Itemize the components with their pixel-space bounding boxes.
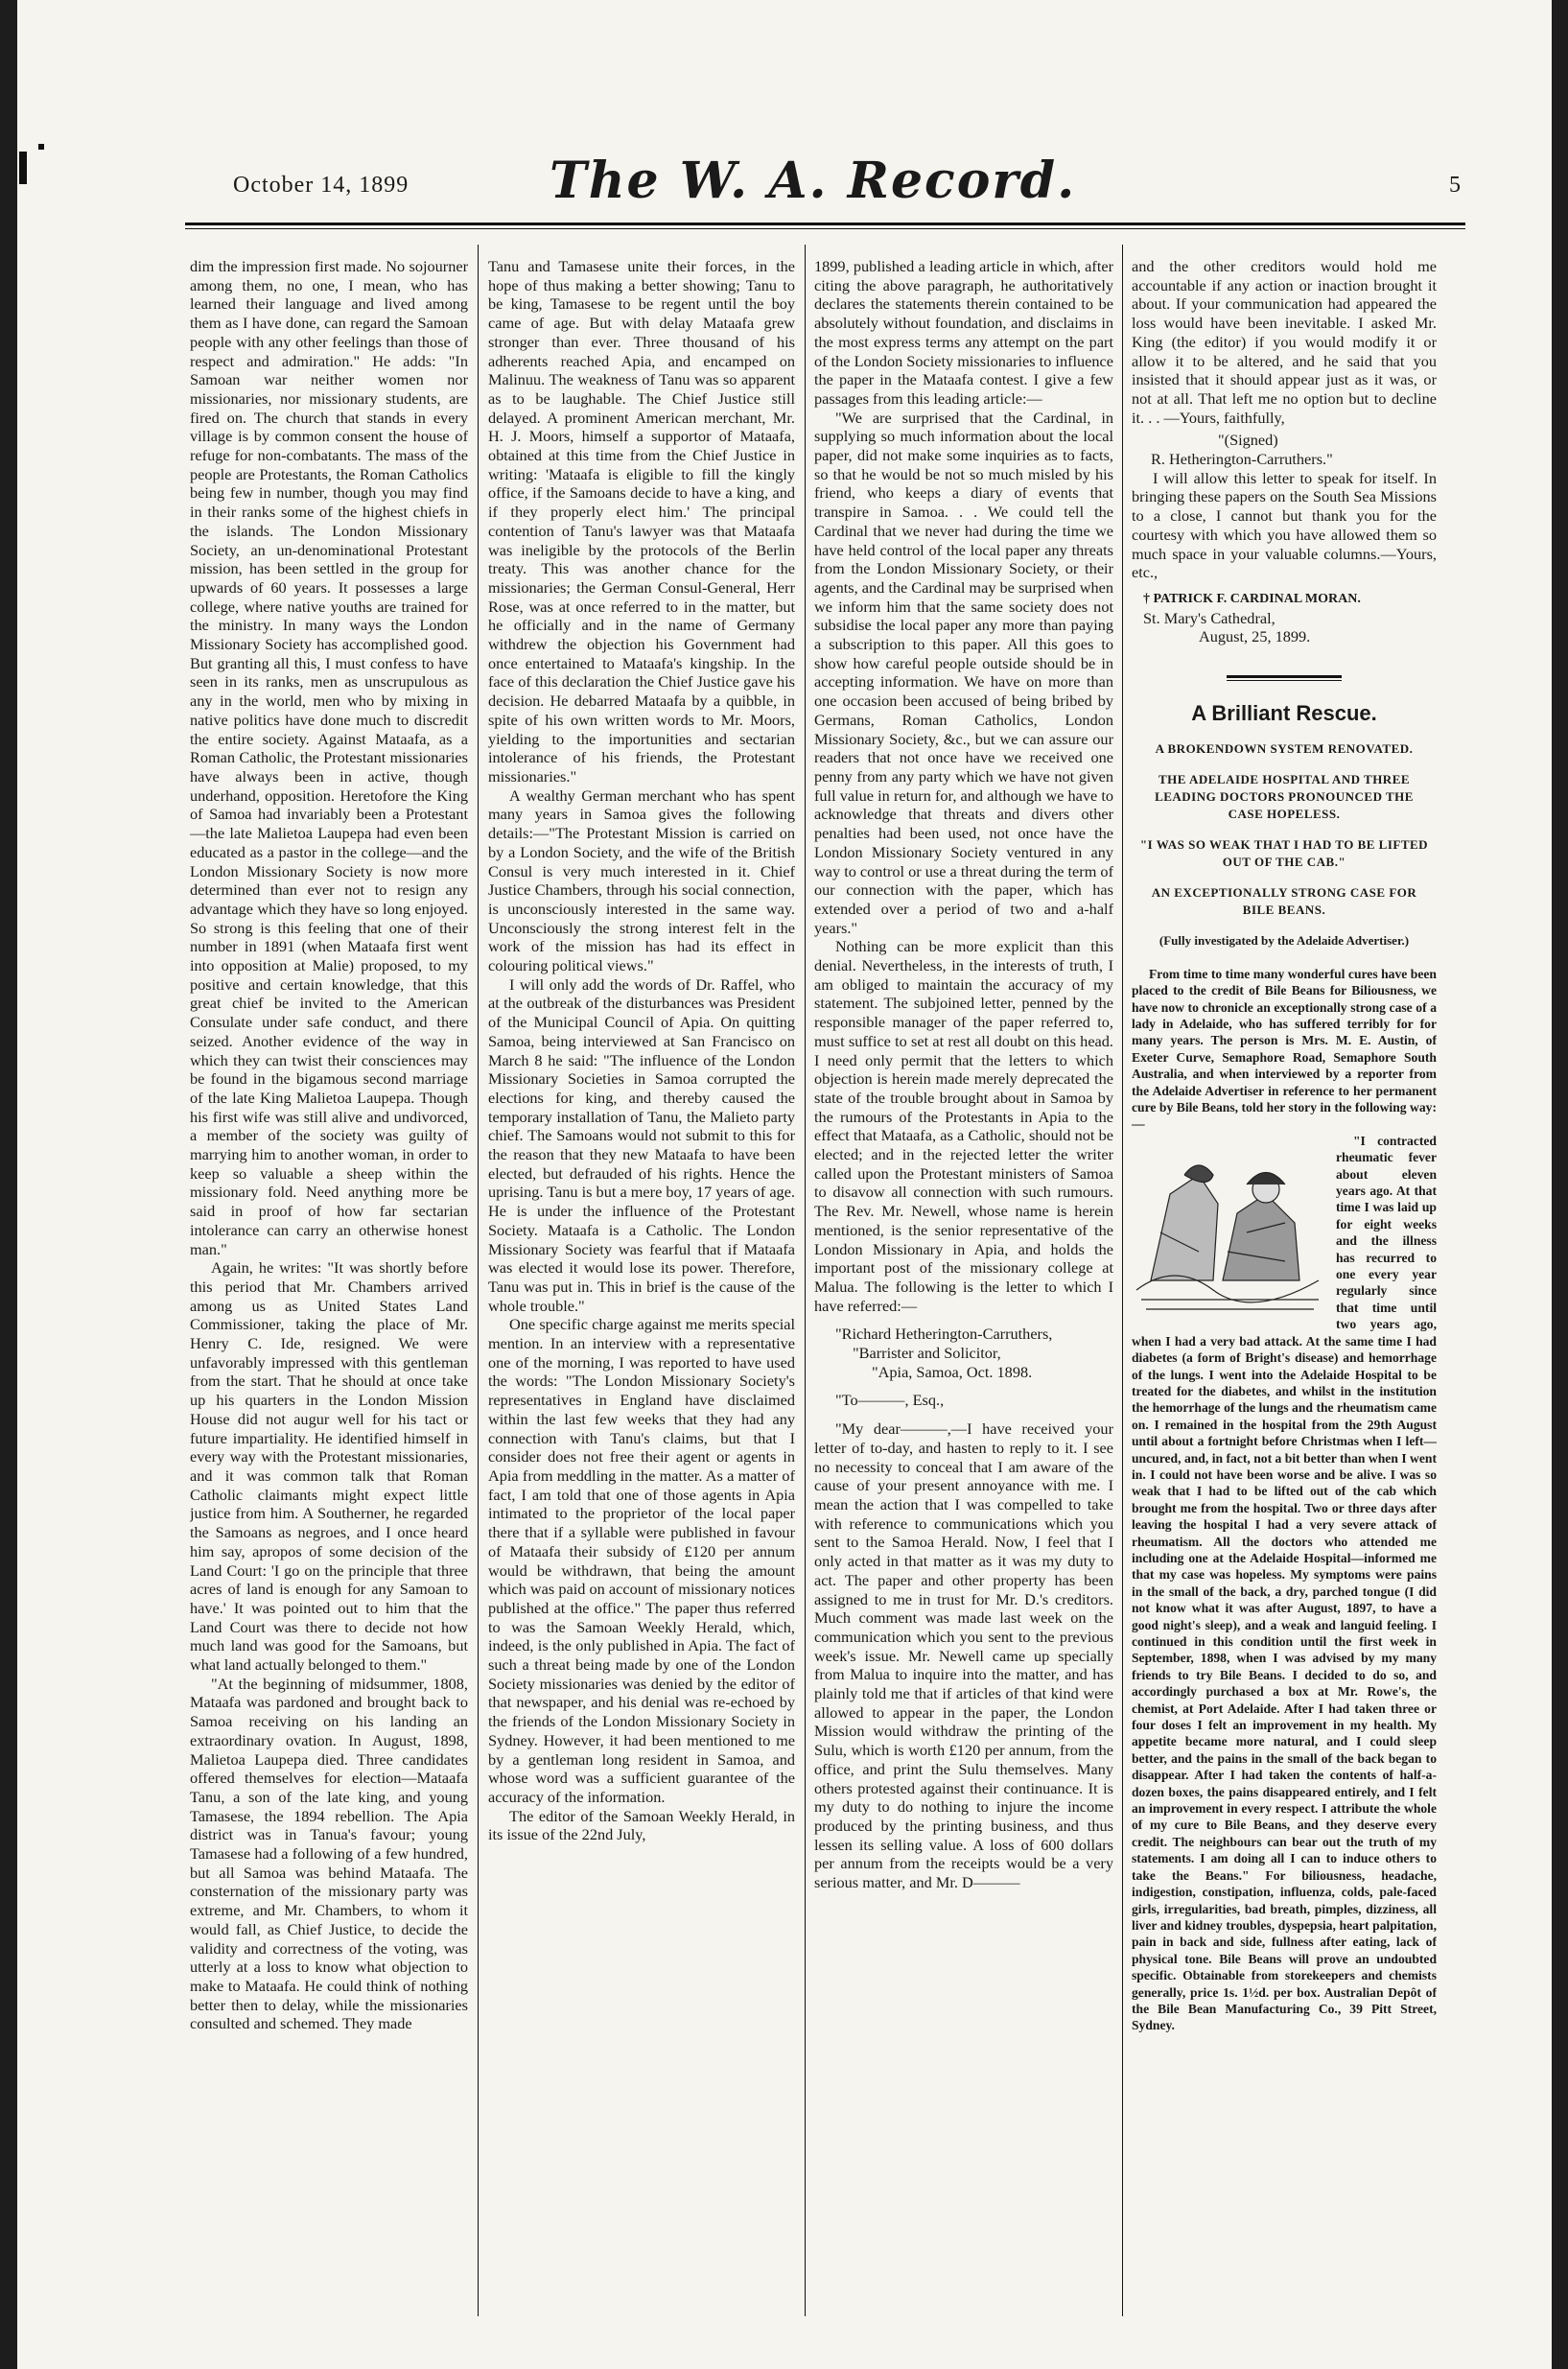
column-3 bbox=[814, 257, 1113, 2319]
letter-sender-title: "Barrister and Solicitor, bbox=[853, 1344, 1001, 1363]
page-number: 5 bbox=[1449, 173, 1461, 198]
ad-headline: A BROKENDOWN SYSTEM RENOVATED. bbox=[1155, 740, 1414, 756]
closing-paragraph: I will allow this letter to speak for itself. In bringing these papers on the South Sea Missions to a close, I cannot but thank you for the courtesy with which you have allowed them so much space in your valuable columns.—Yours, etc., bbox=[1132, 468, 1437, 582]
column-rule bbox=[805, 245, 806, 2316]
cardinal-signature: † PATRICK F. CARDINAL MORAN. bbox=[1143, 591, 1361, 606]
letter-salutation: "To———, Esq., bbox=[835, 1391, 945, 1410]
ad-title: A Brilliant Rescue. bbox=[1191, 701, 1377, 726]
letter-signer: R. Hetherington-Carruthers." bbox=[1151, 450, 1333, 469]
letter-body: "My dear———,—I have received your letter of to-day, and hasten to reply to it. I see no necessity to conceal that I am aware of the cause of your present annoyance with me. I mean the action that I was compelled to take with reference to communications which you sent to the Samoa Herald. Now, I feel that I only acted in that matter as it was my duty to act. The paper and other property has been assigned to me in trust for Mr. D.'s creditors. Much comment was made last week on the communication which you sent to the previous week's issue. Mr. Newell came up specially from Malua to inquire into the matter, and has plainly told me that if articles of that kind were allowed to appear in the paper, the London Mission would withdraw the printing of the Sulu, which is worth £120 per annum, from the office, and print the Sulu themselves. Many others protested against their continuance. It is my duty to do nothing to injure the income produced by the printing business, and thus lessen its selling value. A loss of 600 dollars per annum from the receipts would be a very serious matter, and Mr. D——— bbox=[814, 1419, 1113, 1892]
ad-body bbox=[1132, 966, 1437, 2034]
signed-note: "(Signed) bbox=[1218, 431, 1278, 450]
ad-headline: THE ADELAIDE HOSPITAL AND THREE LEADING DOCTORS PRONOUNCED THE CASE HOPELESS. bbox=[1155, 771, 1414, 821]
paper-title: The W. A. Record. bbox=[550, 152, 1077, 210]
paragraph: A wealthy German merchant who has spent many years in Samoa gives the following details:—"The Protestant Mission is carried on by a London Society, and the wife of the British Consul is very much interested in it. Chief Justice Chambers, through his social connection, is unconsciously interested in the same way. Unconsciously the strong interest felt in the work of the mission has had its effect in colouring political views." bbox=[488, 786, 795, 975]
column-2 bbox=[488, 257, 795, 2319]
paragraph: Nothing can be more explicit than this denial. Nevertheless, in the interests of truth, I am obliged to maintain the accuracy of my statement. The subjoined letter, penned by the responsible manager of the paper referred to, must suffice to set at rest all doubt on this head. I need only permit that the letters to which objection is herein made merely deprecated the state of the trouble brought about in Samoa by the rumours of the Protestants in Apia to the effect that Mataafa, as a Catholic, should not be elected; and in the rejected letter the writer called upon the Protestant ministers of Samoa to disavow all connection with such rumours. The Rev. Mr. Newell, whose name is herein mentioned, is the senior representative of the London Missionary in Apia, and holds the important post of the missionary college at Malua. The following is the letter to which I have referred:— bbox=[814, 937, 1113, 1315]
column-1 bbox=[190, 257, 468, 2319]
newspaper-page bbox=[17, 0, 1552, 2369]
testimonial: "I contracted rheumatic fever about eleven years ago. At that time I was laid up for eight weeks and the illness has recurred to one every year regularly since that time until two years ago, when I had a very bad attack. At the same time I had diabetes (a form of Bright's disease) and hemorrhage of the lungs. I went into the Adelaide Hospital to be treated for the diabetes, and whilst in the institution the hemorrhage of the lungs and the rheumatism came on. I remained in the hospital from the 29th August until about a fortnight before Christmas when I left—uncured, and, in fact, not a bit better than when I went in. I could not have been worse and be alive. I was so weak that I had to be lifted out of the cab which brought me from the hospital. Two or three days after leaving the hospital I had a very severe attack of rheumatism. All the doctors who attended me including one at the Adelaide Hospital—informed me that my case was hopeless. My symptoms were pains in the small of the back, a dry, parched tongue (I did not know what it was after August, 1897, to have a good night's sleep), and a weak and languid feeling. I continued in this condition until the first week in September, 1898, when I was advised by my many friends to try Bile Beans. I decided to do so, and accordingly purchased a box at Mr. Rowe's, the chemist, at Port Adelaide. After I had taken three or four doses I felt an improvement in my health. My appetite became more natural, and I could sleep better, and the pains in the small of the back began to disappear. After I had taken the contents of half-a-dozen boxes, the pains disappeared entirely, and I felt an improvement in every respect. I attribute the whole of my cure to Bile Beans, and they deserve every credit. The neighbours can bear out the truth of my statements. I am doing all I can to induce others to take the Beans." For biliousness, headache, indigestion, constipation, influenza, colds, pale-faced girls, irregularities, bad breath, pimples, dizziness, all liver and kidney troubles, dyspepsia, heart palpitation, pain in back and side, fullness after eating, lack of physical tone. Bile Beans will prove an undoubted specific. Obtainable from storekeepers and chemists generally, price 1s. 1½d. per box. Australian Depôt of the Bile Bean Manufacturing Co., 39 Pitt Street, Sydney. bbox=[1132, 1133, 1437, 2033]
ad-subtitle: (Fully investigated by the Adelaide Advertiser.) bbox=[1158, 932, 1410, 948]
signature-place: St. Mary's Cathedral, bbox=[1143, 608, 1275, 627]
paragraph: I will only add the words of Dr. Raffel, who at the outbreak of the disturbances was President of the Municipal Council of Apia. On quitting Samoa, being interviewed at San Francisco on March 8 he said: "The influence of the London Missionary Societies in Samoa corrupted the elections for king, and thereby caused the temporary installation of Tanu, the Malieto party chief. The Samoans would not submit to this for the reason that they new Mataafa to have been elected, but defrauded of his rights. Hence the uprising. Tanu is but a mere boy, 17 years of age. He is under the influence of the Protestant Society. Mataafa is a Catholic. The London Missionary Society was fearful that if Mataafa was elected it would lose its power. Therefore, Tanu was put in. This in brief is the cause of the whole trouble." bbox=[488, 974, 795, 1315]
paragraph: The editor of the Samoan Weekly Herald, in its issue of the 22nd July, bbox=[488, 1806, 795, 1844]
scan-edge-mark bbox=[19, 152, 27, 184]
signature-date: August, 25, 1899. bbox=[1199, 627, 1311, 646]
issue-date: October 14, 1899 bbox=[233, 173, 410, 198]
ad-intro: From time to time many wonderful cures have been placed to the credit of Bile Beans for Biliousness, we have now to chronicle an exceptionally strong case of a lady in Adelaide, who has suffered terribly for for many years. The person is Mrs. M. E. Austin, of Exeter Curve, Semaphore Road, Semaphore South Australia, and when interviewed by a reporter from the Adelaide Advertiser in reference to her permanent cure by Bile Beans, told her story in the following way:— bbox=[1132, 966, 1437, 1132]
letter-body-end: and the other creditors would hold me accountable if any action or inaction brought it about. If your communication had appeared the loss would have been inevitable. I asked Mr. King (the editor) if you would modify it or allow it to be altered, and he said that you insisted that it should appear just as it was, or not at all. That left me no option but to decline it. . . —Yours, faithfully, bbox=[1132, 257, 1437, 427]
paragraph: Tanu and Tamasese unite their forces, in the hope of thus making a better showing; Tanu to be king, Tamasese to be regent until the boy came of age. But with delay Mataafa grew stronger than ever. Three thousand of his adherents reached Apia, and encamped on Malinuu. The weakness of Tanu was so apparent as to be laughable. The Chief Justice still delayed. A prominent American merchant, Mr. H. J. Moors, himself a supportor of Mataafa, obtained at this time from the Chief Justice in writing: 'Mataafa is eligible to fill the kingly office, if the Samoans decide to have a king, and if they properly elect him.' The principal contention of Tanu's lawyer was that Mataafa was ineligible by the protocols of the Berlin treaty. This was another chance for the missionaries; the German Consul-General, Herr Rose, was at once referred to in the matter, but he officially and in the name of Germany withdrew the objection his Government had once entertained to Mataafa's kingship. In the face of this declaration the Chief Justice gave his decision. He debarred Mataafa by a quibble, in spite of his own written words to Mr. Moors, yielding to the importunities and sectarian intolerance of his friends, the Protestant missionaries." bbox=[488, 257, 795, 786]
paragraph: "At the beginning of midsummer, 1808, Mataafa was pardoned and brought back to Samoa receiving on his landing an extraordinary ovation. In August, 1898, Malietoa Laupepa died. Three candidates offered themselves for election—Mataafa Tanu, a son of the late king, and young Tamasese, the 1894 rebellion. The Apia district was in Tanua's favour; young Tamasese had a following of a few hundred, but all Samoa was behind Mataafa. The consternation of the missionary party was extreme, and Mr. Chambers, to whom it would fall, as Chief Justice, to decide the validity and correctness of the voting, was utterly at a loss to know what objection to make to Mataafa. He could think of nothing better then to delay, while the missionaries consulted and schemed. They made bbox=[190, 1674, 468, 2033]
column-rule bbox=[1122, 245, 1123, 2316]
ad-headline: "I WAS SO WEAK THAT I HAD TO BE LIFTED OUT OF THE CAB." bbox=[1139, 836, 1429, 869]
letter-place-date: "Apia, Samoa, Oct. 1898. bbox=[872, 1362, 1033, 1381]
scan-dot bbox=[38, 144, 44, 150]
section-divider bbox=[1227, 675, 1342, 681]
ad-headline: AN EXCEPTIONALLY STRONG CASE FOR BILE BEANS. bbox=[1151, 884, 1417, 917]
letter-sender: "Richard Hetherington-Carruthers, bbox=[835, 1325, 1053, 1344]
masthead bbox=[185, 144, 1465, 221]
paragraph: 1899, published a leading article in which, after citing the above paragraph, he authoritatively declares the statements therein contained to be absolutely without foundation, and disclaims in the most express terms any attempt on the part of the London Society missionaries to influence the paper in the Mataafa contest. I give a few passages from this leading article:— bbox=[814, 257, 1113, 408]
quoted-article: "We are surprised that the Cardinal, in supplying so much information about the local paper, did not make some inquiries as to facts, so that he would be not so much misled by his friend, who keeps a diary of events that transpire in Samoa. . . We could tell the Cardinal that we never had during the time we have held control of the local paper any threats from the London Missionary Society, or their agents, and the Cardinal may be surprised when we inform him that the same society does not subsidise the local paper any more than paying a subscription to this paper. All this goes to show how careful people outside should be in accepting information. We have on more than one occasion been accused of being bribed by Germans, Roman Catholics, London Missionary Society, &c., but we can assure our readers that not once have we received one penny from any party which we have not given full value in return for, and although we have to acknowledge that threats and divers other penalties had been used, not once have the London Missionary Society ventured in any way to control or use a threat during the term of our connection with the paper, which has extended over a period of two and a-half years." bbox=[814, 408, 1113, 937]
header-rule-thin bbox=[185, 228, 1465, 229]
engraving-illustration bbox=[1132, 1137, 1328, 1319]
header-rule-thick bbox=[185, 223, 1465, 225]
paragraph: dim the impression first made. No sojourner among them, no one, I mean, who has learned their language and lived among them as I have done, can regard the Samoan people with any other feelings than those of respect and admiration." He adds: "In Samoan war neither women nor missionaries, nor missionary students, are fired on. The church that stands in every village is by common consent the house of refuge for non-combatants. The mass of the people are Protestants, the Roman Catholics being few in number, though you may find in their ranks some of the highest chiefs in the islands. The London Missionary Society, an un-denominational Protestant mission, has been settled in the group for upwards of 60 years. It possesses a large college, where native youths are trained for the ministry. In many ways the London Missionary Society has accomplished good. But granting all this, I must confess to have seen in its ranks, men as unscrupulous as any in the world, men who by mixing in native politics have done much to discredit the entire society. Against Mataafa, as a Roman Catholic, the Protestant missionaries have always been in active, though underhand, opposition. Heretofore the King of Samoa had invariably been a Protestant—the late Malietoa Laupepa had even been educated as a pastor in the college—and the London Missionary Society is now more determined than ever not to resign any advantage which they have so long enjoyed. So strong is this feeling that one of their number in 1891 (when Mataafa first went into opposition at Malie) proposed, to my positive and certain knowledge, that this great chief be invited to the American Consulate under safe conduct, and there seized. Another evidence of the way in which they can twist their consciences may be found in the bigamous second marriage of the late King Malietoa Laupepa. Though his first wife was still alive and undivorced, a member of the society was guilty of marrying him to another woman, in order to keep so valuable a sheep within the missionary fold. Need anything more be said in proof of how far sectarian intolerance can carry an otherwise honest man." bbox=[190, 257, 468, 1258]
paragraph: One specific charge against me merits special mention. In an interview with a representative one of the morning, I was reported to have used the words: "The London Missionary Society's representatives in England have disclaimed within the last few weeks that they had any connection with Tanu's claims, but that I consider does not free their agent or agents in Apia from meddling in the matter. As a matter of fact, I am told that one of those agents in Apia intimated to the proprietor of the local paper there that if a syllable were published in favour of Mataafa their subsidy of £120 per annum would be withdrawn, that being the amount which was paid on account of missionary notices published at the office." The paper thus referred to was the Samoan Weekly Herald, which, indeed, is the only published in Apia. The fact of such a threat being made by one of the London Society missionaries was denied by the editor of that newspaper, and his denial was re-echoed by the friends of the London Missionary Society in Sydney. However, it had been mentioned to me by a gentleman long resident in Samoa, and whose word was a sufficient guarantee of the accuracy of the information. bbox=[488, 1315, 795, 1806]
column-rule bbox=[478, 245, 479, 2316]
column-4 bbox=[1132, 257, 1437, 2319]
paragraph: Again, he writes: "It was shortly before this period that Mr. Chambers arrived among us as United States Land Commissioner, taking the place of Mr. Henry C. Ide, resigned. We were unfavorably impressed with this gentleman from the start. That he should at once take up his quarters in the London Mission House did not augur well for his tact or future impartiality. He identified himself in every way with the Protestant missionaries, and it was common talk that Roman Catholic claimants might expect little justice from him. A Southerner, he regarded the Samoans as negroes, and I once heard him say, apropos of some decision of the Land Court: 'I go on the principle that three acres of land is enough for any Samoan to have.' It was pointed out to him that the Land Court was there to decide not how much land was good for the Samoans, but what land actually belonged to them." bbox=[190, 1258, 468, 1675]
